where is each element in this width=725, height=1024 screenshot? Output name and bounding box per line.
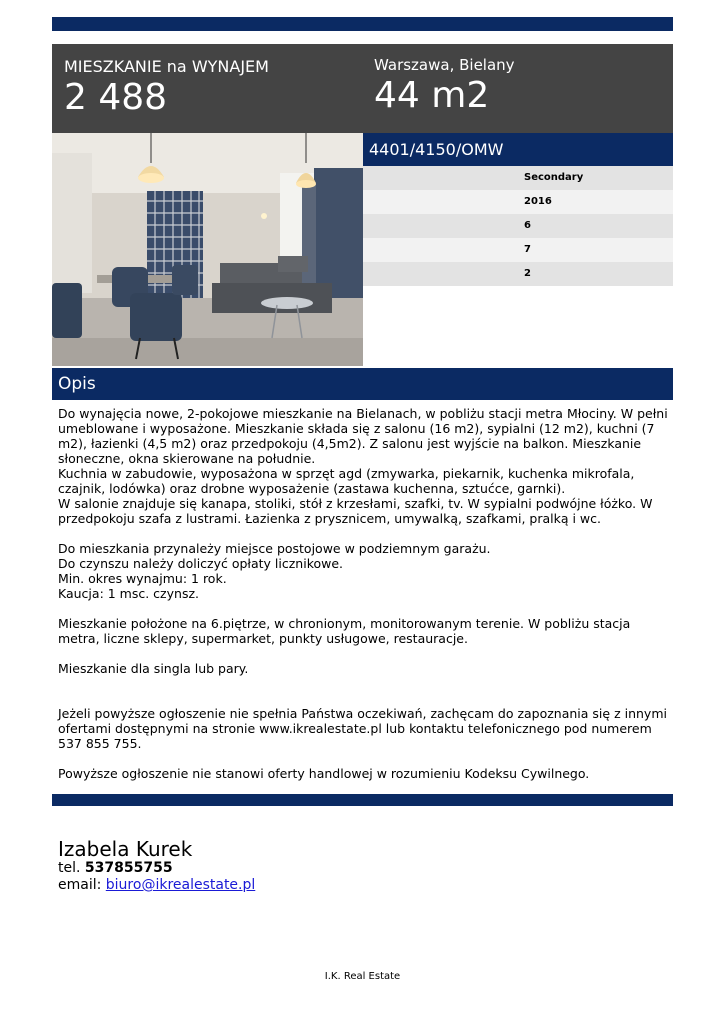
param-value: 7 (524, 244, 531, 255)
description-text: Do wynajęcia nowe, 2-pokojowe mieszkanie na Bielanach, w pobliżu stacji metra Młociny. W pełni umeblowane i wyposażone. Mieszkanie składa się z salonu (16 m2), sypialni (12 m2), kuchni (7 m2), łazienki (4,5 m2) oraz przedpokoju (4,5m2). Z salonu jest wyjście na balkon. Mieszkanie słoneczne, okna skierowane na południe. Kuchnia w zabudowie, wyposażona w sprzęt agd (zmywarka, piekarnik, kuchenka mikrofala, czajnik, lodówka) oraz drobne wyposażenie (zastawa kuchenna, sztućce, garnki). W salonie znajduje się kanapa, stoliki, stół z krzesłami, szafki, tv. W sypialni podwójne łóżko. W przedpokoju szafa z lustrami. Łazienka z prysznicem, umywalką, szafkami, pralką i wc. Do mieszkania przynależy miejsce postojowe w podziemnym garażu. Do czynszu należy doliczyć opłaty licznikowe. Min. okres wynajmu: 1 rok. Kaucja: 1 msc. czynsz. Mieszkanie położone na 6.piętrze, w chronionym, monitorowanym terenie. W pobliżu stacja metra, liczne sklepy, supermarket, punkty usługowe, restauracje. Mieszkanie dla singla lub pary. Jeżeli powyższe ogłoszenie nie spełnia Państwa oczekiwań, zachęcam do zapoznania się z innymi ofertami dostępnymi na stronie www.ikrealestate.pl lub kontaktu telefonicznego pod numerem 537 855 755. Powyższe ogłoszenie nie stanowi oferty handlowej w rozumieniu Kodeksu Cywilnego. (58, 406, 668, 781)
param-row (363, 238, 673, 262)
bottom-bar (52, 794, 673, 806)
param-row (363, 214, 673, 238)
param-row (363, 166, 673, 190)
param-row (363, 190, 673, 214)
phone-number[interactable]: 537855755 (84, 860, 173, 876)
apartment-photo-image (52, 133, 363, 366)
param-value: 2 (524, 268, 531, 279)
listing-type: MIESZKANIE na WYNAJEM (64, 57, 269, 76)
param-value: Secondary (524, 172, 584, 183)
agent-phone (58, 860, 173, 876)
reference-number: 4401/4150/OMW (369, 140, 504, 159)
email-label: email: (58, 877, 102, 893)
param-value: 6 (524, 220, 531, 231)
phone-label: tel. (58, 860, 81, 876)
agent-name: Izabela Kurek (58, 837, 193, 861)
footer-company: I.K. Real Estate (324, 971, 401, 982)
description-heading-bar (52, 368, 673, 400)
description-heading: Opis (58, 374, 96, 394)
reference-number-bar (363, 133, 673, 166)
apartment-photo (52, 133, 363, 366)
email-link[interactable]: biuro@ikrealestate.pl (105, 877, 256, 893)
top-bar (52, 17, 673, 31)
listing-location: Warszawa, Bielany (374, 56, 515, 74)
parameters-table (363, 166, 673, 286)
agent-email (58, 877, 255, 893)
listing-price: 2 488 (64, 77, 168, 118)
listing-header (52, 44, 673, 133)
param-value: 2016 (524, 196, 552, 207)
listing-area: 44 m2 (374, 75, 490, 116)
param-row (363, 262, 673, 286)
